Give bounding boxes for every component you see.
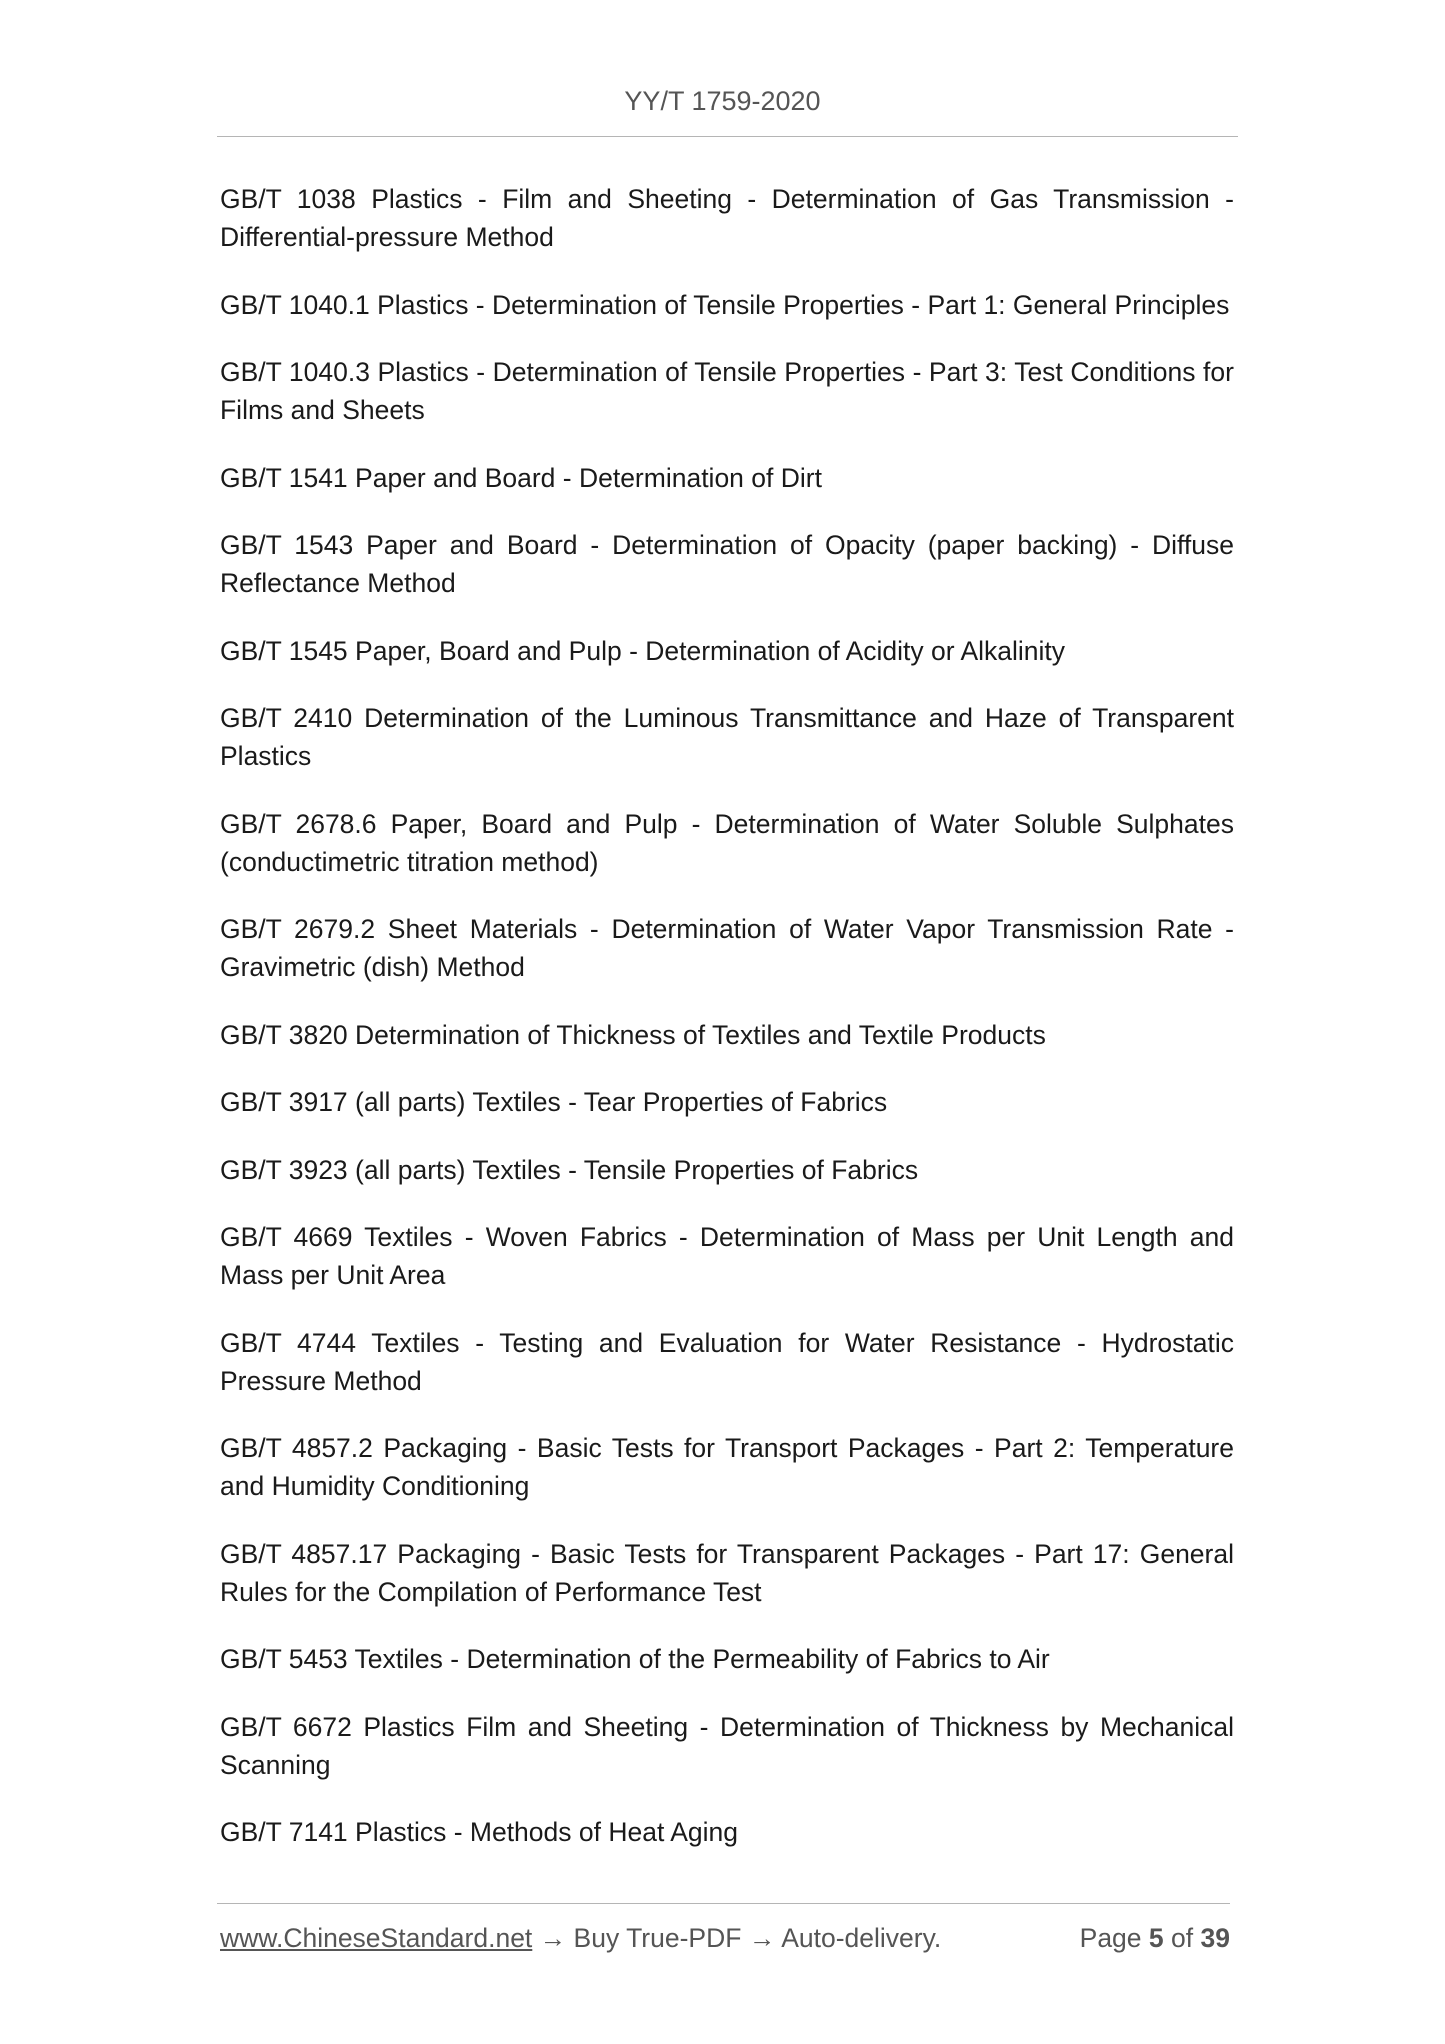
current-page: 5: [1148, 1923, 1164, 1953]
reference-entry: GB/T 4669 Textiles - Woven Fabrics - Determination of Mass per Unit Length and Mass per Unit Area: [220, 1222, 1234, 1290]
page-number: [1080, 1923, 1230, 1954]
reference-entry: GB/T 1543 Paper and Board - Determination of Opacity (paper backing) - Diffuse Reflectance Method: [220, 530, 1234, 598]
reference-entry: GB/T 2678.6 Paper, Board and Pulp - Determination of Water Soluble Sulphates (conductimetric titration method): [220, 808, 1234, 877]
reference-entry: GB/T 3923 (all parts) Textiles - Tensile Properties of Fabrics: [220, 1154, 919, 1185]
of-label: of: [1171, 1923, 1194, 1953]
reference-entry: GB/T 7141 Plastics - Methods of Heat Aging: [220, 1817, 739, 1847]
buy-text: Buy True-PDF: [573, 1923, 742, 1953]
reference-entry: GB/T 1040.1 Plastics - Determination of Tensile Properties - Part 1: General Principles: [220, 289, 1230, 320]
document-code-header: YY/T 1759-2020: [624, 86, 821, 116]
arrow-icon: →: [748, 1923, 776, 1953]
reference-entry: GB/T 4744 Textiles - Testing and Evaluation for Water Resistance - Hydrostatic Pressure Method: [220, 1327, 1234, 1396]
normative-references-list: [220, 180, 1234, 1881]
arrow-icon: →: [539, 1923, 567, 1953]
reference-entry: GB/T 4857.2 Packaging - Basic Tests for Transport Packages - Part 2: Temperature and Humidity Conditioning: [220, 1433, 1234, 1501]
header-divider: [217, 136, 1238, 137]
reference-entry: GB/T 5453 Textiles - Determination of the Permeability of Fabrics to Air: [220, 1644, 1050, 1674]
page-label: Page: [1079, 1923, 1142, 1953]
reference-entry: GB/T 1040.3 Plastics - Determination of Tensile Properties - Part 3: Test Conditions for Films and Sheets: [220, 357, 1234, 425]
reference-entry: GB/T 2410 Determination of the Luminous Transmittance and Haze of Transparent Plastics: [220, 703, 1234, 771]
reference-entry: GB/T 2679.2 Sheet Materials - Determination of Water Vapor Transmission Rate - Gravimetric (dish) Method: [220, 914, 1234, 982]
reference-entry: GB/T 1038 Plastics - Film and Sheeting - Determination of Gas Transmission - Differential-pressure Method: [220, 184, 1234, 252]
reference-entry: GB/T 3917 (all parts) Textiles - Tear Properties of Fabrics: [220, 1087, 888, 1117]
reference-entry: GB/T 1545 Paper, Board and Pulp - Determination of Acidity or Alkalinity: [220, 635, 1066, 666]
reference-entry: GB/T 3820 Determination of Thickness of Textiles and Textile Products: [220, 1019, 1046, 1050]
delivery-text: Auto-delivery.: [781, 1923, 942, 1953]
reference-entry: GB/T 6672 Plastics Film and Sheeting - Determination of Thickness by Mechanical Scanning: [220, 1711, 1234, 1780]
footer-promo: [220, 1923, 941, 1954]
total-pages: 39: [1200, 1923, 1230, 1953]
reference-entry: GB/T 1541 Paper and Board - Determination of Dirt: [220, 462, 822, 493]
website-link[interactable]: www.ChineseStandard.net: [220, 1923, 533, 1953]
reference-entry: GB/T 4857.17 Packaging - Basic Tests for Transparent Packages - Part 17: General Rules for the Compilation of Performance Test: [220, 1538, 1234, 1607]
footer-divider: [217, 1903, 1230, 1904]
